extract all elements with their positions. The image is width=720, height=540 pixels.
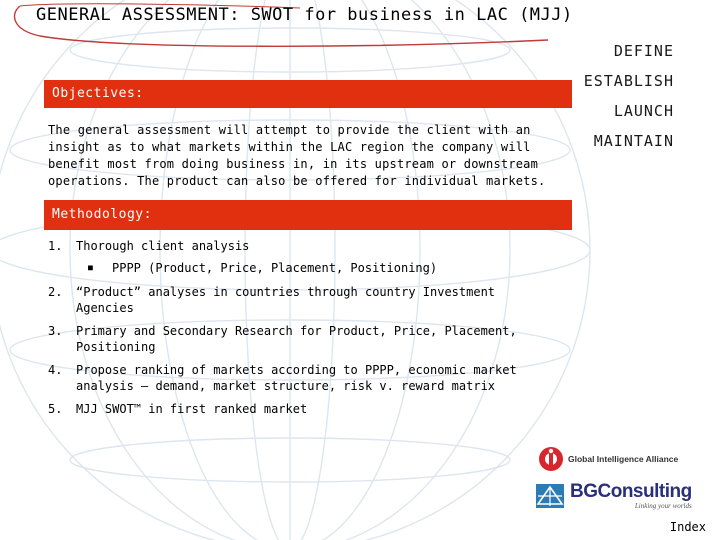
page-title: GENERAL ASSESSMENT: SWOT for business in LAC (MJJ)	[36, 5, 573, 25]
step-number: 2.	[48, 285, 63, 299]
index-link[interactable]: Index	[669, 520, 706, 534]
step-text: Propose ranking of markets according to PPPP, economic market analysis – demand, market structure, risk v. reward matrix	[76, 363, 517, 393]
phase-launch: LAUNCH	[613, 102, 674, 120]
gia-logo-icon	[538, 446, 564, 472]
gia-logo	[538, 446, 678, 472]
phase-list	[584, 36, 674, 156]
methodology-steps	[48, 238, 548, 424]
objectives-heading: Objectives:	[44, 80, 572, 108]
list-item	[48, 362, 548, 394]
step-number: 5.	[48, 402, 63, 416]
step-number: 1.	[48, 239, 63, 253]
step-number: 4.	[48, 363, 63, 377]
list-item	[48, 323, 548, 355]
sub-item-text: PPPP (Product, Price, Placement, Positioning)	[112, 261, 438, 275]
sub-list-item	[88, 260, 548, 276]
methodology-heading: Methodology:	[44, 200, 572, 230]
bg-logo	[536, 482, 692, 510]
phase-maintain: MAINTAIN	[593, 132, 674, 150]
bg-logo-tagline: Linking your worlds	[634, 502, 692, 510]
bullet-icon: ■	[88, 263, 93, 272]
phase-establish: ESTABLISH	[583, 72, 674, 90]
step-text: MJJ SWOT™ in first ranked market	[76, 402, 308, 416]
step-text: Primary and Secondary Research for Product, Price, Placement, Positioning	[76, 324, 517, 354]
list-item	[48, 401, 548, 417]
step-text: “Product” analyses in countries through country Investment Agencies	[76, 285, 496, 315]
gia-logo-text: Global Intelligence Alliance	[568, 454, 679, 464]
bg-logo-icon	[536, 484, 564, 508]
list-item	[48, 238, 548, 254]
phase-define: DEFINE	[613, 42, 674, 60]
step-number: 3.	[48, 324, 63, 338]
bg-logo-text: BGConsulting	[570, 481, 692, 502]
objectives-text: The general assessment will attempt to provide the client with an insight as to what markets within the LAC region the company will benefit most from doing business in, in its upstream or downstream operations. The product can also be offered for individual markets.	[48, 123, 546, 188]
list-item	[48, 284, 548, 316]
step-text: Thorough client analysis	[76, 239, 250, 253]
